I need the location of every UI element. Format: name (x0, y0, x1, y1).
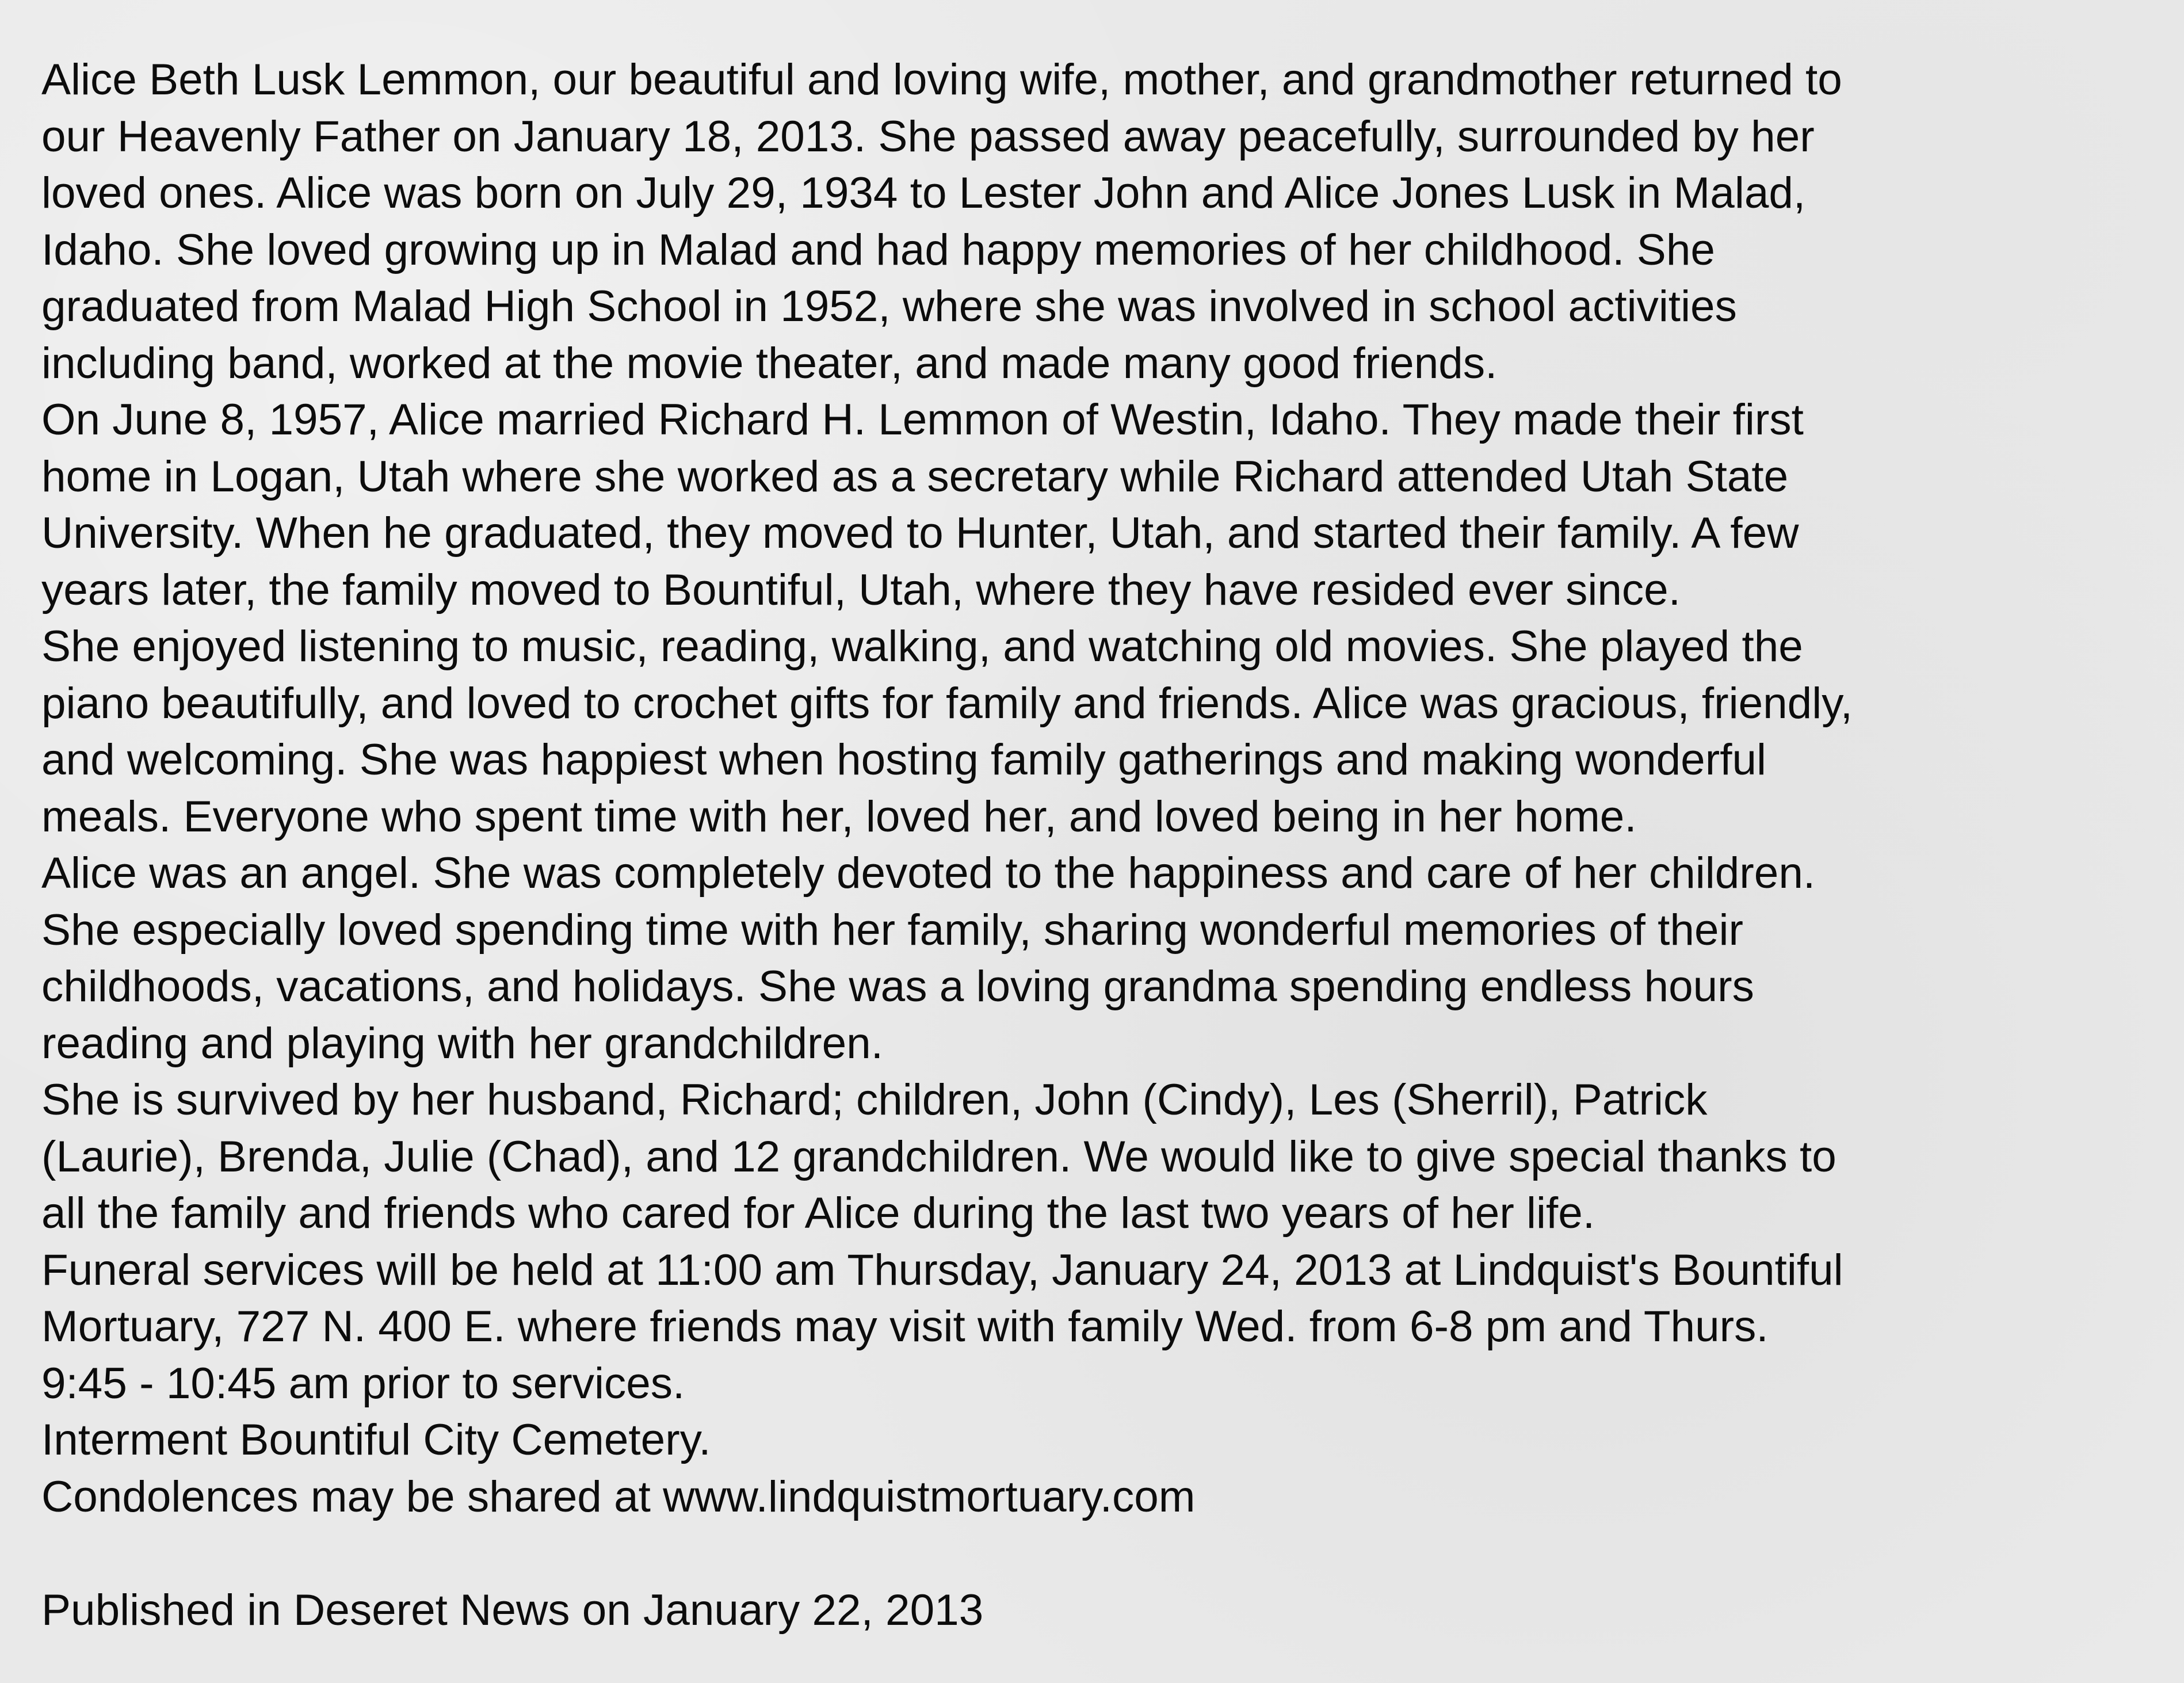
obituary-line: graduated from Malad High School in 1952, where she was involved in school activities (41, 282, 1737, 331)
obituary-line: On June 8, 1957, Alice married Richard H. Lemmon of Westin, Idaho. They made their first (41, 395, 1804, 444)
obituary-line: She enjoyed listening to music, reading, walking, and watching old movies. She played the (41, 622, 1803, 671)
obituary-line: 9:45 - 10:45 am prior to services. (41, 1358, 685, 1408)
obituary-line: Alice Beth Lusk Lemmon, our beautiful and loving wife, mother, and grandmother returned to (41, 55, 1842, 104)
obituary-line: years later, the family moved to Bountiful, Utah, where they have resided ever since. (41, 565, 1681, 615)
obituary-line: Alice was an angel. She was completely devoted to the happiness and care of her children. (41, 849, 1816, 898)
blank-line (41, 1525, 2159, 1582)
obituary-line: Idaho. She loved growing up in Malad and had happy memories of her childhood. She (41, 225, 1715, 274)
obituary-line: reading and playing with her grandchildren. (41, 1018, 883, 1068)
obituary-line: She especially loved spending time with her family, sharing wonderful memories of their (41, 905, 1743, 955)
obituary-line: home in Logan, Utah where she worked as a secretary while Richard attended Utah State (41, 452, 1789, 501)
obituary-line: and welcoming. She was happiest when hosting family gatherings and making wonderful (41, 735, 1766, 784)
obituary-line: childhoods, vacations, and holidays. She was a loving grandma spending endless hours (41, 962, 1754, 1011)
obituary-line: She is survived by her husband, Richard; children, John (Cindy), Les (Sherril), Patrick (41, 1075, 1708, 1124)
obituary-line: University. When he graduated, they moved to Hunter, Utah, and started their family. A few (41, 509, 1799, 558)
obituary-line: piano beautifully, and loved to crochet gifts for family and friends. Alice was gracious, friendly, (41, 678, 1853, 728)
obituary-line: Funeral services will be held at 11:00 am Thursday, January 24, 2013 at Lindquist's Bountiful (41, 1245, 1843, 1295)
obituary-line: Mortuary, 727 N. 400 E. where friends may visit with family Wed. from 6-8 pm and Thurs. (41, 1302, 1769, 1351)
obituary-text (41, 52, 2159, 1639)
obituary-line: Interment Bountiful City Cemetery. (41, 1415, 711, 1464)
obituary-line: our Heavenly Father on January 18, 2013. She passed away peacefully, surrounded by her (41, 112, 1815, 161)
obituary-line: Condolences may be shared at www.lindquistmortuary.com (41, 1472, 1196, 1521)
obituary-line: loved ones. Alice was born on July 29, 1934 to Lester John and Alice Jones Lusk in Malad, (41, 169, 1806, 217)
obituary-line: meals. Everyone who spent time with her, loved her, and loved being in her home. (41, 792, 1637, 841)
obituary-line: all the family and friends who cared for Alice during the last two years of her life. (41, 1189, 1595, 1238)
publication-line: Published in Deseret News on January 22, 2013 (41, 1585, 984, 1635)
obituary-line: (Laurie), Brenda, Julie (Chad), and 12 grandchildren. We would like to give special thanks to (41, 1132, 1836, 1181)
obituary-line: including band, worked at the movie theater, and made many good friends. (41, 338, 1498, 388)
